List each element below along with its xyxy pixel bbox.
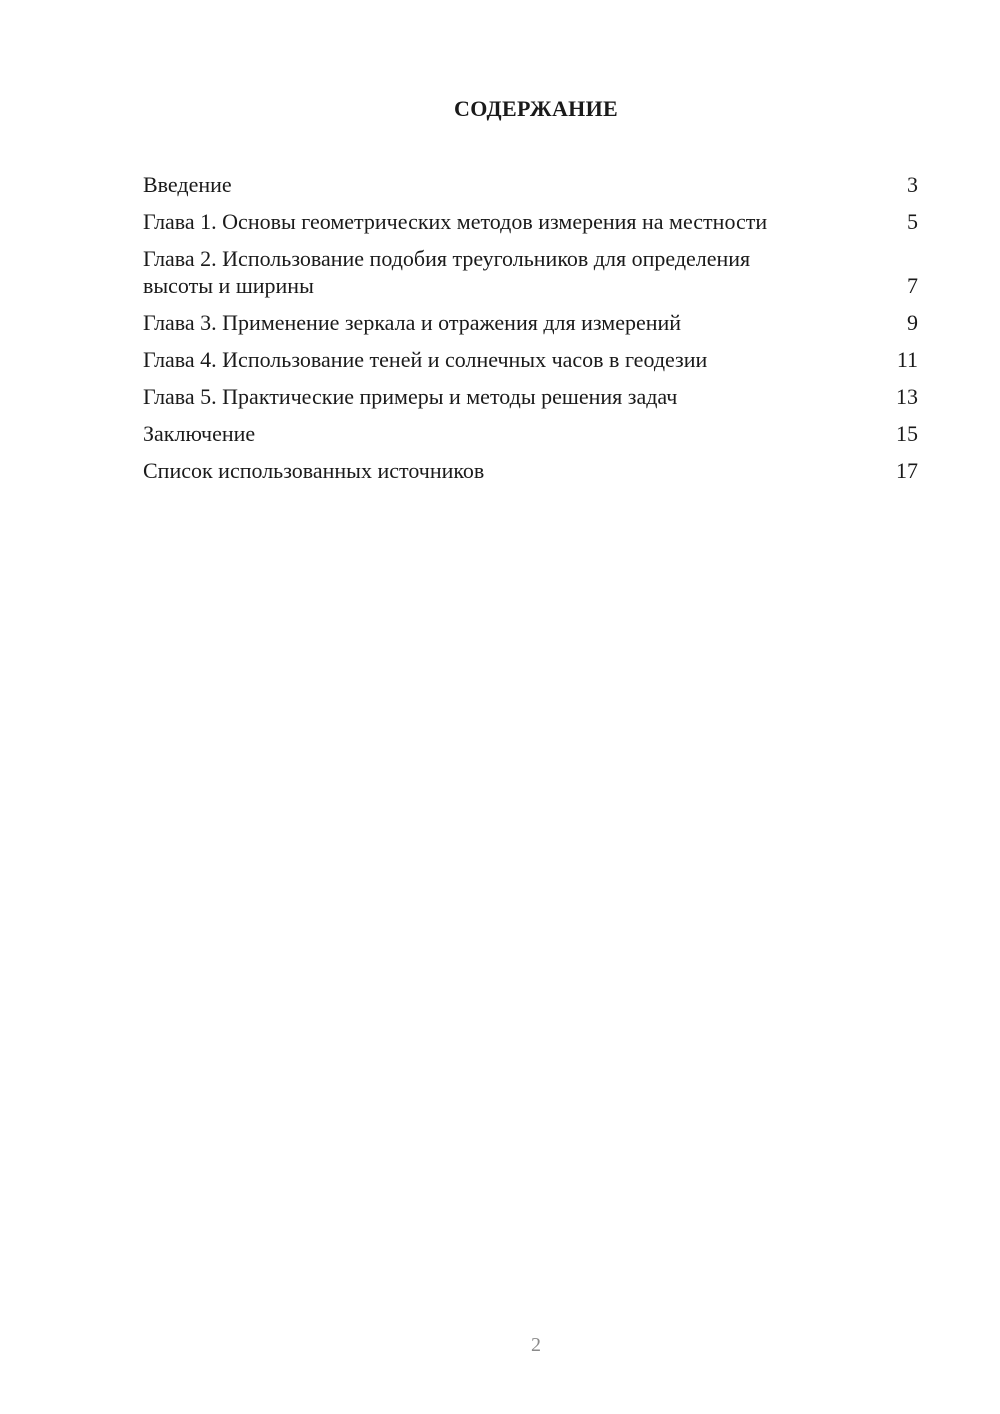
- toc-entry-text: Глава 2. Использование подобия треугольников для определения высоты и ширины: [143, 246, 751, 298]
- toc-entry-conclusion[interactable]: [143, 420, 918, 447]
- toc-entry-page: 3: [907, 172, 918, 197]
- toc-entry-chapter-1[interactable]: [143, 208, 918, 235]
- page-number: 2: [531, 1334, 541, 1356]
- toc-entry-chapter-5[interactable]: [143, 383, 918, 410]
- toc-entry-text: Глава 5. Практические примеры и методы решения задач: [143, 384, 678, 409]
- toc-entry-page: 7: [907, 273, 918, 298]
- toc-entry-references[interactable]: [143, 457, 918, 484]
- toc-entry-text: Глава 4. Использование теней и солнечных часов в геодезии: [143, 347, 708, 372]
- toc-entry-page: 15: [896, 421, 918, 446]
- toc-entry-text: Введение: [143, 172, 232, 197]
- toc-entry-chapter-2[interactable]: [143, 245, 918, 299]
- toc-entry-text: Список использованных источников: [143, 458, 485, 483]
- table-of-contents: [143, 171, 918, 494]
- toc-entry-page: 17: [896, 458, 918, 483]
- toc-entry-chapter-4[interactable]: [143, 346, 918, 373]
- toc-title: СОДЕРЖАНИЕ: [454, 96, 618, 121]
- toc-entry-introduction[interactable]: [143, 171, 918, 198]
- toc-entry-text: Заключение: [143, 421, 256, 446]
- toc-entry-text: Глава 3. Применение зеркала и отражения для измерений: [143, 310, 682, 335]
- toc-entry-page: 11: [896, 347, 918, 372]
- toc-entry-page: 9: [907, 310, 918, 335]
- toc-entry-page: 13: [896, 384, 918, 409]
- toc-entry-text: Глава 1. Основы геометрических методов измерения на местности: [143, 209, 768, 234]
- toc-entry-page: 5: [907, 209, 918, 234]
- toc-entry-chapter-3[interactable]: [143, 309, 918, 336]
